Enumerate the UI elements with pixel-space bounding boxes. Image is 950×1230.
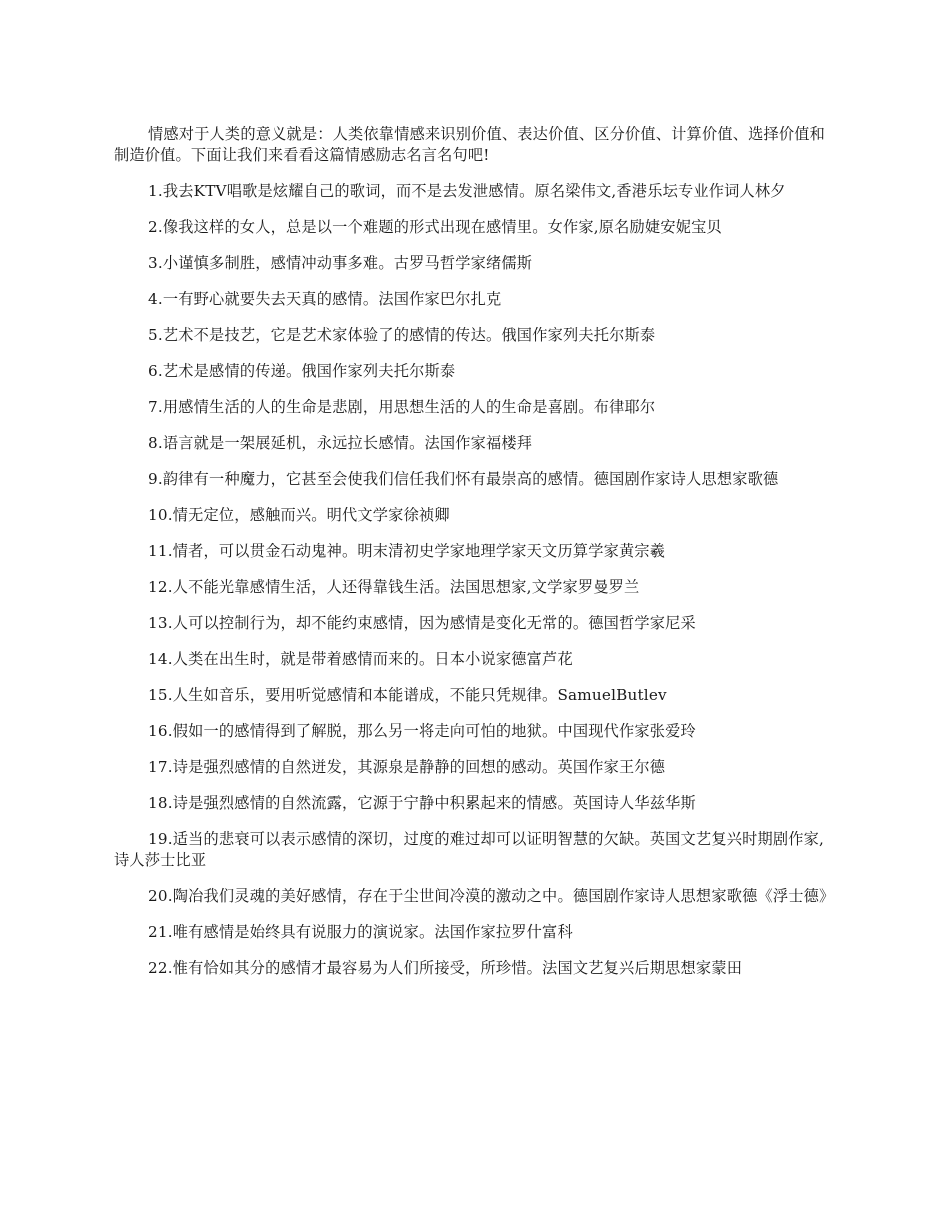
quote-item: 13.人可以控制行为，却不能约束感情，因为感情是变化无常的。德国哲学家尼采 [148,614,696,632]
quote-item: 19.适当的悲衰可以表示感情的深切，过度的难过却可以证明智慧的欠缺。英国文艺复兴时期剧作家,诗人莎士比亚 [114,830,825,869]
quote-item: 6.艺术是感情的传递。俄国作家列夫托尔斯泰 [148,362,456,380]
quote-item: 7.用感情生活的人的生命是悲剧，用思想生活的人的生命是喜剧。布律耶尔 [148,398,656,416]
document-body [114,124,838,994]
quote-item: 8.语言就是一架展延机，永远拉长感情。法国作家福楼拜 [148,434,533,452]
quote-item: 21.唯有感情是始终具有说服力的演说家。法国作家拉罗什富科 [148,923,573,941]
quote-item: 3.小谨慎多制胜，感情冲动事多难。古罗马哲学家绪儒斯 [148,254,533,272]
quote-item: 17.诗是强烈感情的自然迸发，其源泉是静静的回想的感动。英国作家王尔德 [148,758,666,776]
intro-paragraph: 情感对于人类的意义就是：人类依靠情感来识别价值、表达价值、区分价值、计算价值、选择价值和制造价值。下面让我们来看看这篇情感励志名言名句吧! [114,125,826,164]
quote-item: 5.艺术不是技艺，它是艺术家体验了的感情的传达。俄国作家列夫托尔斯泰 [148,326,656,344]
quote-item: 9.韵律有一种魔力，它甚至会使我们信任我们怀有最崇高的感情。德国剧作家诗人思想家歌德 [148,470,779,488]
quote-item: 4.一有野心就要失去天真的感情。法国作家巴尔扎克 [148,290,502,308]
quote-item: 11.情者，可以贯金石动鬼神。明末清初史学家地理学家天文历算学家黄宗羲 [148,542,666,560]
quote-item: 10.情无定位，感触而兴。明代文学家徐祯卿 [148,506,450,524]
quote-item: 2.像我这样的女人，总是以一个难题的形式出现在感情里。女作家,原名励婕安妮宝贝 [148,218,722,236]
quote-item: 14.人类在出生时，就是带着感情而来的。日本小说家德富芦花 [148,650,573,668]
quote-item: 22.惟有恰如其分的感情才最容易为人们所接受，所珍惜。法国文艺复兴后期思想家蒙田 [148,959,743,977]
quote-item: 16.假如一的感情得到了解脱，那么另一将走向可怕的地狱。中国现代作家张爱玲 [148,722,696,740]
quote-item: 20.陶冶我们灵魂的美好感情，存在于尘世间冷漠的激动之中。德国剧作家诗人思想家歌德《浮士德》 [148,887,835,905]
quote-item: 15.人生如音乐，要用听觉感情和本能谱成，不能只凭规律。SamuelButlev [148,686,667,704]
quote-item: 1.我去KTV唱歌是炫耀自己的歌词，而不是去发泄感情。原名梁伟文,香港乐坛专业作词人林夕 [148,182,786,200]
quote-item: 18.诗是强烈感情的自然流露，它源于宁静中积累起来的情感。英国诗人华兹华斯 [148,794,696,812]
quote-item: 12.人不能光靠感情生活，人还得靠钱生活。法国思想家,文学家罗曼罗兰 [148,578,640,596]
